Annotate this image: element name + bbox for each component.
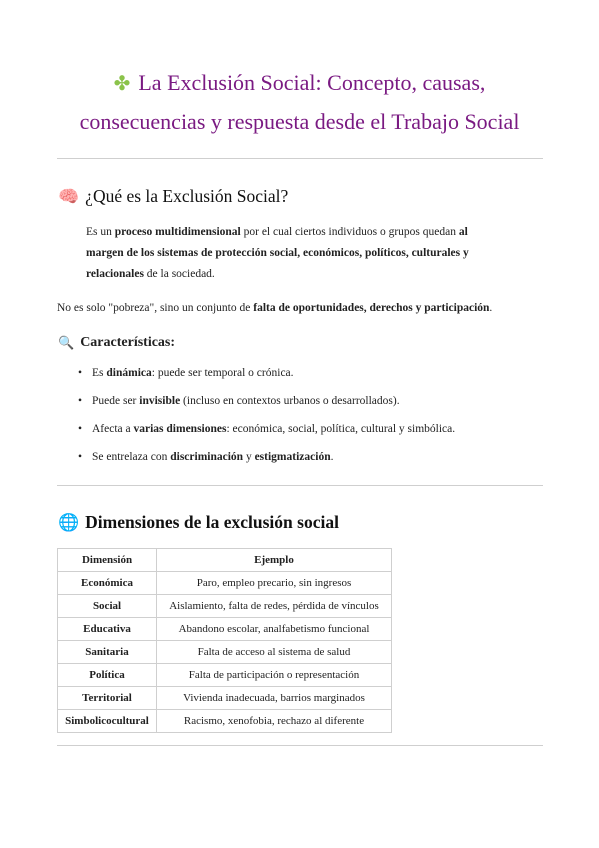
item-text: : económica, social, política, cultural y simbólica. [226,423,456,435]
list-item [78,362,455,390]
example-cell: Paro, empleo precario, sin ingresos [157,572,392,595]
dimension-cell: Sanitaria [58,641,157,664]
item-bold: dinámica [106,367,152,379]
characteristics-heading [58,335,175,351]
quote-text: Es un [86,226,115,238]
list-item [78,446,455,474]
table-row [58,664,392,687]
not-only-poverty-paragraph [57,298,547,319]
dimension-cell: Social [58,595,157,618]
divider [57,158,543,159]
dimension-cell: Simbolicocultural [58,710,157,733]
quote-text: por el cual ciertos individuos o grupos quedan [240,226,459,238]
item-text: : puede ser temporal o crónica. [151,367,294,379]
para-text: No es solo "pobreza", sino un conjunto de [57,302,254,314]
table-row [58,572,392,595]
dimension-cell: Territorial [58,687,157,710]
page-title [40,64,559,141]
example-cell: Vivienda inadecuada, barrios marginados [157,687,392,710]
quote-bold: al margen de los sistemas de protección social, económicos, políticos, culturales y relacionales [86,226,469,280]
table-row [58,641,392,664]
definition-quote [86,222,506,285]
quote-bold: proceso multidimensional [114,226,241,238]
section-heading-text: ¿Qué es la Exclusión Social? [85,186,289,206]
item-bold: varias dimensiones [133,423,227,435]
item-bold: estigmatización [254,451,331,463]
dimension-cell: Educativa [58,618,157,641]
section-heading-text: Dimensiones de la exclusión social [85,512,339,532]
list-item [78,390,455,418]
example-cell: Aislamiento, falta de redes, pérdida de vínculos [157,595,392,618]
globe-icon: 🌐 [58,512,80,532]
table-row [58,710,392,733]
item-text: Es [92,367,107,379]
magnifier-icon: 🔍 [58,335,75,350]
divider [57,745,543,746]
table-row [58,618,392,641]
section-heading-what-is [58,186,288,207]
item-text: Puede ser [92,395,140,407]
item-bold: discriminación [170,451,244,463]
example-cell: Falta de participación o representación [157,664,392,687]
item-bold: invisible [139,395,181,407]
quote-text: de la sociedad. [143,268,215,280]
para-text: . [489,302,493,314]
item-text: Afecta a [92,423,134,435]
characteristics-list [78,362,455,474]
dimension-cell: Económica [58,572,157,595]
item-text: (incluso en contextos urbanos o desarrollados). [180,395,400,407]
divider [57,485,543,486]
table-header-cell: Dimensión [58,549,157,572]
table-row [58,595,392,618]
dimensions-table [57,548,392,733]
para-bold: falta de oportunidades, derechos y participación [253,302,490,314]
item-text: y [243,451,255,463]
example-cell: Racismo, xenofobia, rechazo al diferente [157,710,392,733]
list-item [78,418,455,446]
puzzle-icon: ✤ [113,73,131,95]
example-cell: Abandono escolar, analfabetismo funcional [157,618,392,641]
table-header-row [58,549,392,572]
section-heading-dimensions [58,512,339,533]
item-text: . [330,451,334,463]
dimension-cell: Política [58,664,157,687]
table-header-cell: Ejemplo [157,549,392,572]
characteristics-heading-text: Características: [80,335,176,350]
title-line-2: consecuencias y respuesta desde el Trabajo Social [79,109,520,134]
brain-icon: 🧠 [58,186,80,206]
example-cell: Falta de acceso al sistema de salud [157,641,392,664]
table-row [58,687,392,710]
item-text: Se entrelaza con [92,451,171,463]
title-line-1: La Exclusión Social: Concepto, causas, [138,70,486,95]
